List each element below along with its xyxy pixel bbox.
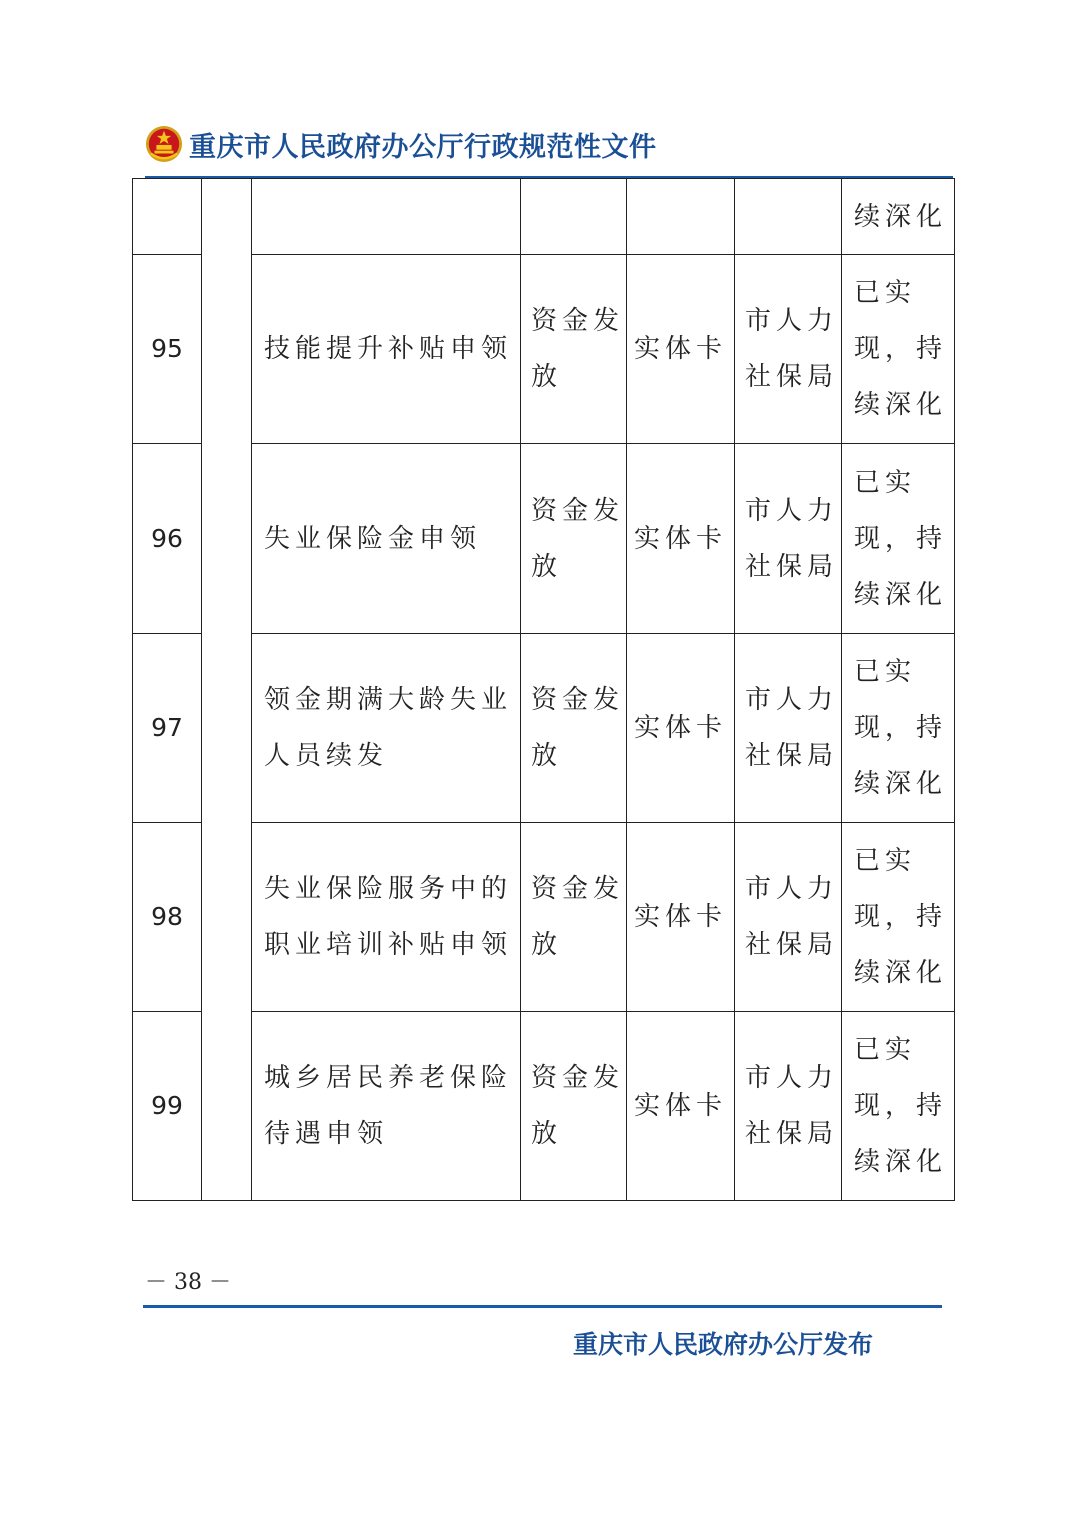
- table-row: [133, 634, 955, 823]
- document-header: [145, 122, 657, 166]
- num-cell: 99: [133, 1012, 202, 1201]
- dept-cell: 市人力社保局: [735, 823, 842, 1012]
- item-cell: 领金期满大龄失业人员续发: [252, 634, 521, 823]
- carrier-cell: [627, 179, 735, 255]
- status-cell: 已实现，持续深化: [842, 823, 955, 1012]
- table-row: [133, 1012, 955, 1201]
- carrier-cell: 实体卡: [627, 255, 735, 444]
- item-cell: 失业保险金申领: [252, 444, 521, 634]
- header-title: 重庆市人民政府办公厅行政规范性文件: [189, 131, 657, 163]
- item-cell: [252, 179, 521, 255]
- num-cell: 95: [133, 255, 202, 444]
- status-cell: 已实现，持续深化: [842, 634, 955, 823]
- item-cell: 技能提升补贴申领: [252, 255, 521, 444]
- service-table: [132, 178, 955, 1201]
- national-emblem-icon: [145, 125, 183, 163]
- num-cell: 96: [133, 444, 202, 634]
- footer-rule: [143, 1305, 942, 1308]
- carrier-cell: 实体卡: [627, 1012, 735, 1201]
- carrier-cell: 实体卡: [627, 823, 735, 1012]
- dept-cell: 市人力社保局: [735, 444, 842, 634]
- status-cell: 已实现，持续深化: [842, 444, 955, 634]
- dept-cell: 市人力社保局: [735, 634, 842, 823]
- table-row: [133, 255, 955, 444]
- status-cell: 续深化: [842, 179, 955, 255]
- num-cell: 98: [133, 823, 202, 1012]
- dept-cell: 市人力社保局: [735, 1012, 842, 1201]
- table-row: [133, 444, 955, 634]
- table-row-continued: [133, 179, 955, 255]
- item-cell: 城乡居民养老保险待遇申领: [252, 1012, 521, 1201]
- status-cell: 已实现，持续深化: [842, 1012, 955, 1201]
- category-cell: [202, 179, 252, 1201]
- method-cell: 资金发放: [521, 634, 627, 823]
- carrier-cell: 实体卡: [627, 444, 735, 634]
- dept-cell: [735, 179, 842, 255]
- method-cell: 资金发放: [521, 1012, 627, 1201]
- method-cell: 资金发放: [521, 255, 627, 444]
- table-row: [133, 823, 955, 1012]
- num-cell: 97: [133, 634, 202, 823]
- method-cell: [521, 179, 627, 255]
- num-cell: [133, 179, 202, 255]
- method-cell: 资金发放: [521, 444, 627, 634]
- status-cell: 已实现，持续深化: [842, 255, 955, 444]
- page-number: － 38 －: [145, 1270, 231, 1295]
- carrier-cell: 实体卡: [627, 634, 735, 823]
- item-cell: 失业保险服务中的职业培训补贴申领: [252, 823, 521, 1012]
- method-cell: 资金发放: [521, 823, 627, 1012]
- dept-cell: 市人力社保局: [735, 255, 842, 444]
- footer-publisher: 重庆市人民政府办公厅发布: [573, 1330, 874, 1359]
